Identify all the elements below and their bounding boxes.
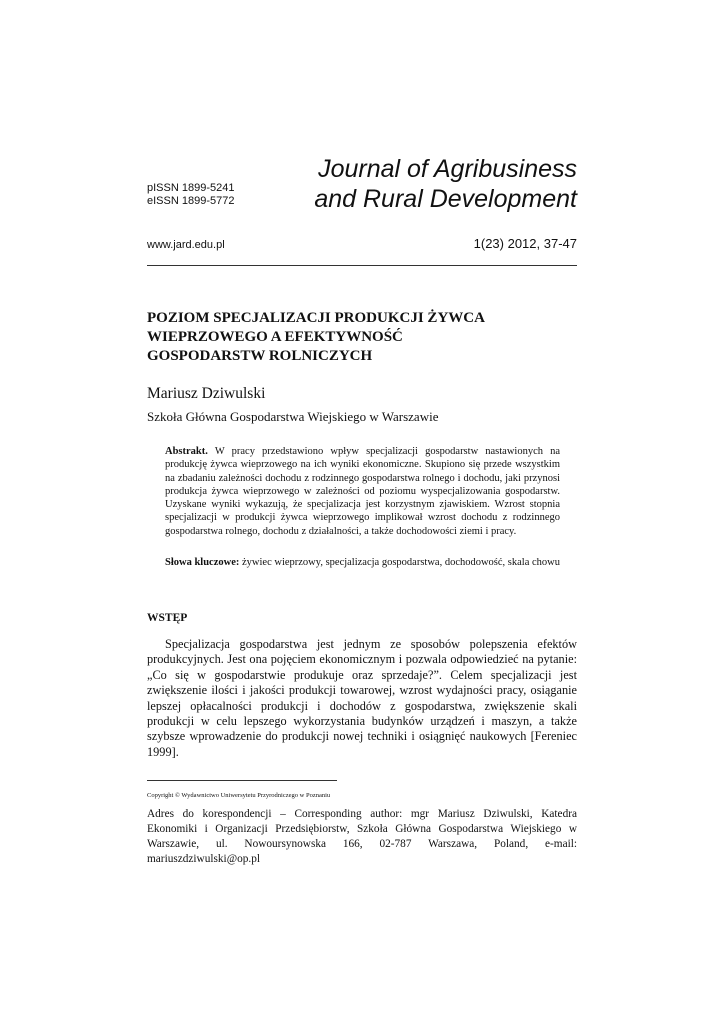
header-divider — [147, 265, 577, 266]
journal-title-line1: Journal of Agribusiness — [318, 155, 577, 183]
journal-title-line2: and Rural Development — [314, 185, 577, 213]
pissn: pISSN 1899-5241 — [147, 182, 235, 194]
section-heading-introduction: WSTĘP — [147, 612, 188, 624]
abstract-text: W pracy przedstawiono wpływ specjalizacji gospodarstw nastawionych na produkcję żywca wieprzowego na ich wyniki ekonomiczne. Skupiono się przede wszystkim na zbadaniu zależności dochodu z rodzinnego gospodarstwa rolnego i dochodu, jaki przynosi produkcja żywca wieprzowego w zależności od poziomu wyspecjalizowania gospodarstw. Uzyskane wyniki wykazują, że specjalizacja jest korzystnym zjawiskiem. Wzrost stopnia specjalizacji w produkcji żywca wieprzowego implikował wzrost dochodu z rodzinnego gospodarstwa rolnego, dochodu z działalności, a także dochodowości ziemi i pracy. — [165, 446, 560, 537]
journal-title — [314, 154, 577, 214]
abstract — [165, 445, 560, 538]
article-title-line3: GOSPODARSTW ROLNICZYCH — [147, 348, 373, 364]
issue-info: 1(23) 2012, 37-47 — [473, 236, 577, 251]
author-affiliation: Szkoła Główna Gospodarstwa Wiejskiego w Warszawie — [147, 409, 439, 424]
journal-website: www.jard.edu.pl — [147, 239, 225, 251]
article-title-line1: POZIOM SPECJALIZACJI PRODUKCJI ŻYWCA — [147, 310, 485, 326]
abstract-label: Abstrakt. — [165, 446, 208, 457]
author-name: Mariusz Dziwulski — [147, 385, 266, 402]
correspondence-address: Adres do korespondencji – Corresponding author: mgr Mariusz Dziwulski, Katedra Ekonomiki i Organizacji Przedsiębiorstw, Szkoła Główna Gospodarstwa Wiejskiego w Warszawie, ul. Nowoursynowska 166, 02-787 Warszawa, Poland, e-mail: mariuszdziwulski@op.pl — [147, 808, 577, 865]
keywords — [165, 556, 560, 569]
article-title-line2: WIEPRZOWEGO A EFEKTYWNOŚĆ — [147, 329, 403, 345]
eissn: eISSN 1899-5772 — [147, 195, 235, 207]
introduction-paragraph: Specjalizacja gospodarstwa jest jednym ze sposobów polepszenia efektów produkcyjnych. Jest ona pojęciem ekonomicznym i pozwala odpowiedzieć na pytanie: „Co się w gospodarstwie produkuje oraz sprzedaje?”. Celem specjalizacji jest zwiększenie ilości i jakości produkcji towarowej, wzrost wydajności pracy, osiąganie lepszej opłacalności produkcji i dochodów z gospodarstwa, zwiększenie skali produkcji w celu lepszego wykorzystania budynków urządzeń i maszyn, a także szybsze wprowadzenie do produkcji nowej techniki i osiągnięć naukowych [Fereniec 1999]. — [147, 637, 577, 759]
keywords-text: żywiec wieprzowy, specjalizacja gospodarstwa, dochodowość, skala chowu — [242, 557, 560, 568]
article-title — [147, 309, 577, 366]
keywords-label: Słowa kluczowe: — [165, 557, 240, 568]
copyright-notice: Copyright © Wydawnictwo Uniwersytetu Przyrodniczego w Poznaniu — [147, 792, 331, 799]
footnote-divider — [147, 780, 337, 781]
issn-block — [147, 182, 234, 208]
